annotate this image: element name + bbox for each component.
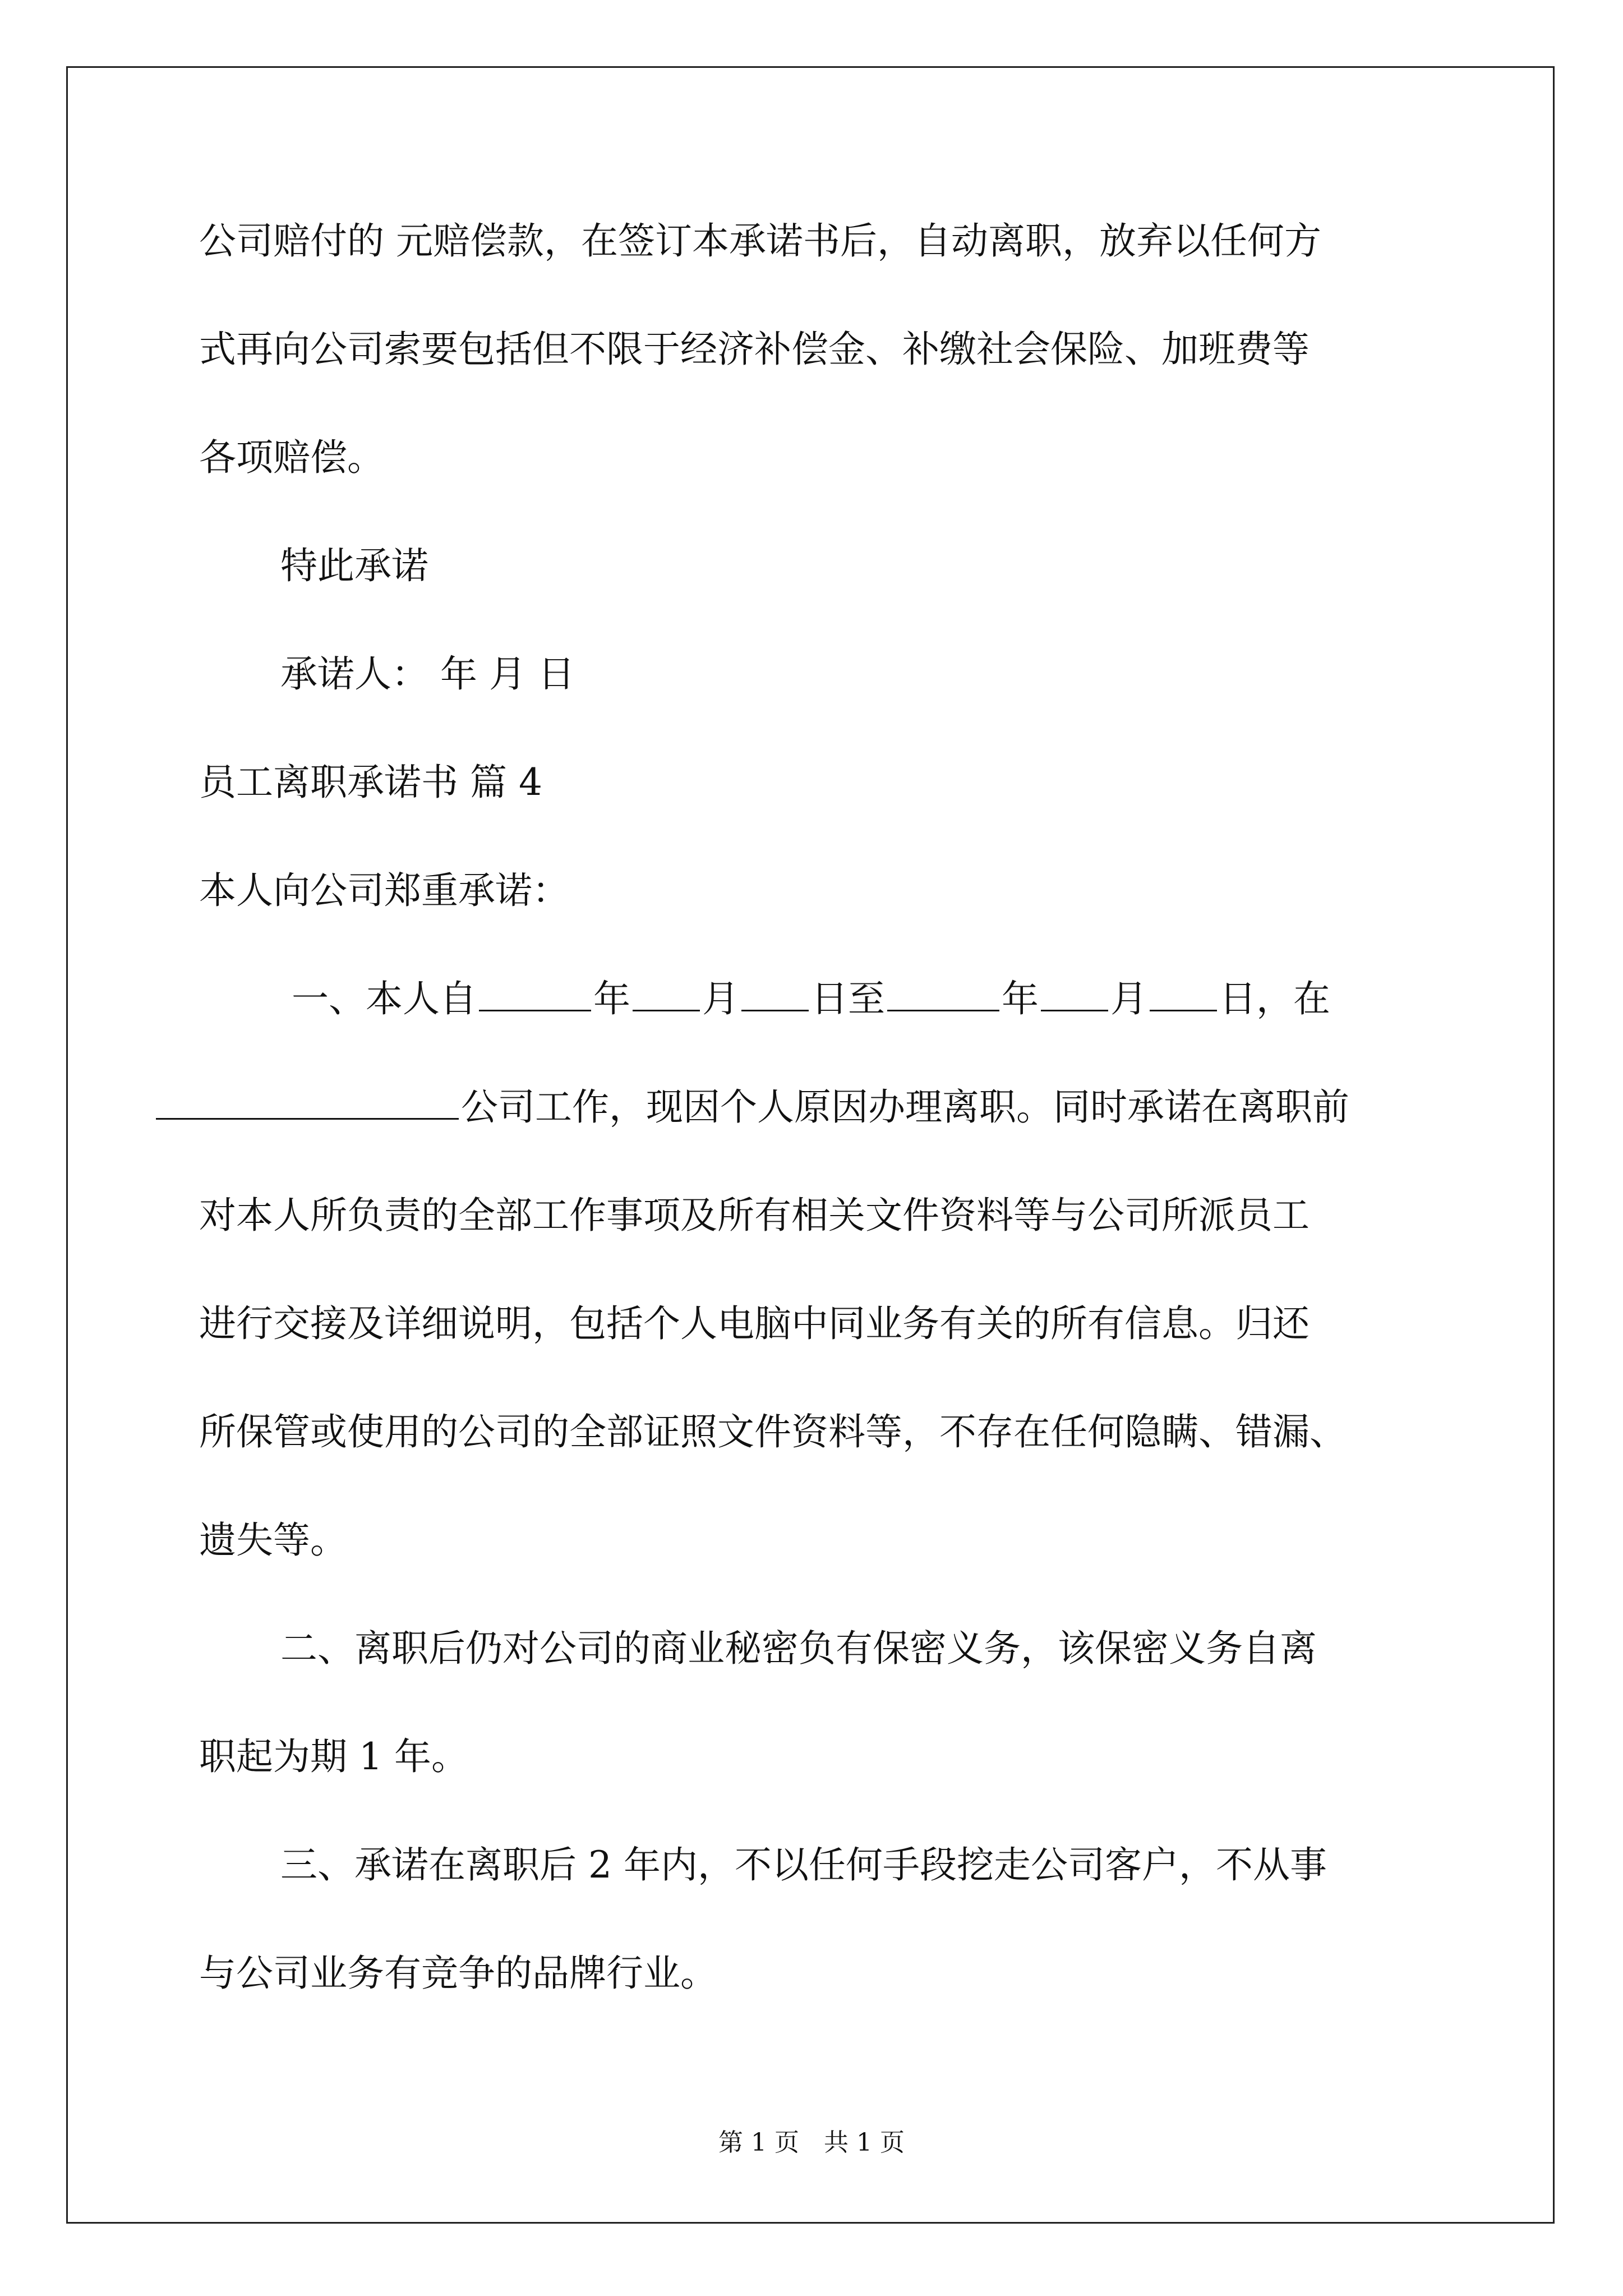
blank-field xyxy=(887,976,999,1011)
blank-field xyxy=(633,976,700,1011)
text-segment: 一、本人自 xyxy=(292,977,477,1020)
section-heading: 员工离职承诺书 篇 4 xyxy=(199,761,542,804)
page-footer: 第 1 页 共 1 页 xyxy=(718,2128,905,2157)
text-segment: 年 xyxy=(1002,977,1039,1020)
text-segment: 公司工作，现因个人原因办理离职。同时承诺在离职前 xyxy=(461,1085,1349,1129)
text-segment: 日至 xyxy=(811,977,885,1020)
blank-field xyxy=(741,976,809,1011)
fill-in-line xyxy=(156,1082,1349,1133)
text-segment: 月 xyxy=(1110,977,1147,1020)
text-line: 对本人所负责的全部工作事项及所有相关文件资料等与公司所派员工 xyxy=(199,1194,1310,1237)
blank-field xyxy=(156,1084,459,1120)
text-line: 特此承诺 xyxy=(280,544,428,587)
text-line: 二、离职后仍对公司的商业秘密负有保密义务，该保密义务自离 xyxy=(280,1627,1317,1670)
blank-field xyxy=(1150,976,1217,1011)
text-line: 进行交接及详细说明，包括个人电脑中同业务有关的所有信息。归还 xyxy=(199,1302,1310,1345)
blank-field xyxy=(479,976,591,1011)
page-border xyxy=(66,66,1555,2224)
text-line: 本人向公司郑重承诺： xyxy=(199,869,569,912)
text-line: 三、承诺在离职后 2 年内，不以任何手段挖走公司客户，不从事 xyxy=(280,1843,1327,1887)
text-line: 遗失等。 xyxy=(199,1519,347,1562)
blank-field xyxy=(1041,976,1108,1011)
text-line: 所保管或使用的公司的全部证照文件资料等，不存在任何隐瞒、错漏、 xyxy=(199,1410,1347,1453)
text-line: 公司赔付的 元赔偿款，在签订本承诺书后，自动离职，放弃以任何方 xyxy=(199,219,1321,263)
text-line: 职起为期 1 年。 xyxy=(199,1735,468,1778)
text-segment: 年 xyxy=(593,977,630,1020)
fill-in-line xyxy=(292,974,1330,1024)
text-line: 与公司业务有竞争的品牌行业。 xyxy=(199,1952,717,1995)
text-line: 式再向公司索要包括但不限于经济补偿金、补缴社会保险、加班费等 xyxy=(199,328,1310,371)
text-segment: 月 xyxy=(702,977,739,1020)
text-line: 各项赔偿。 xyxy=(199,436,384,479)
signature-line: 承诺人： 年 月 日 xyxy=(280,652,575,696)
text-segment: 日，在 xyxy=(1219,977,1330,1020)
